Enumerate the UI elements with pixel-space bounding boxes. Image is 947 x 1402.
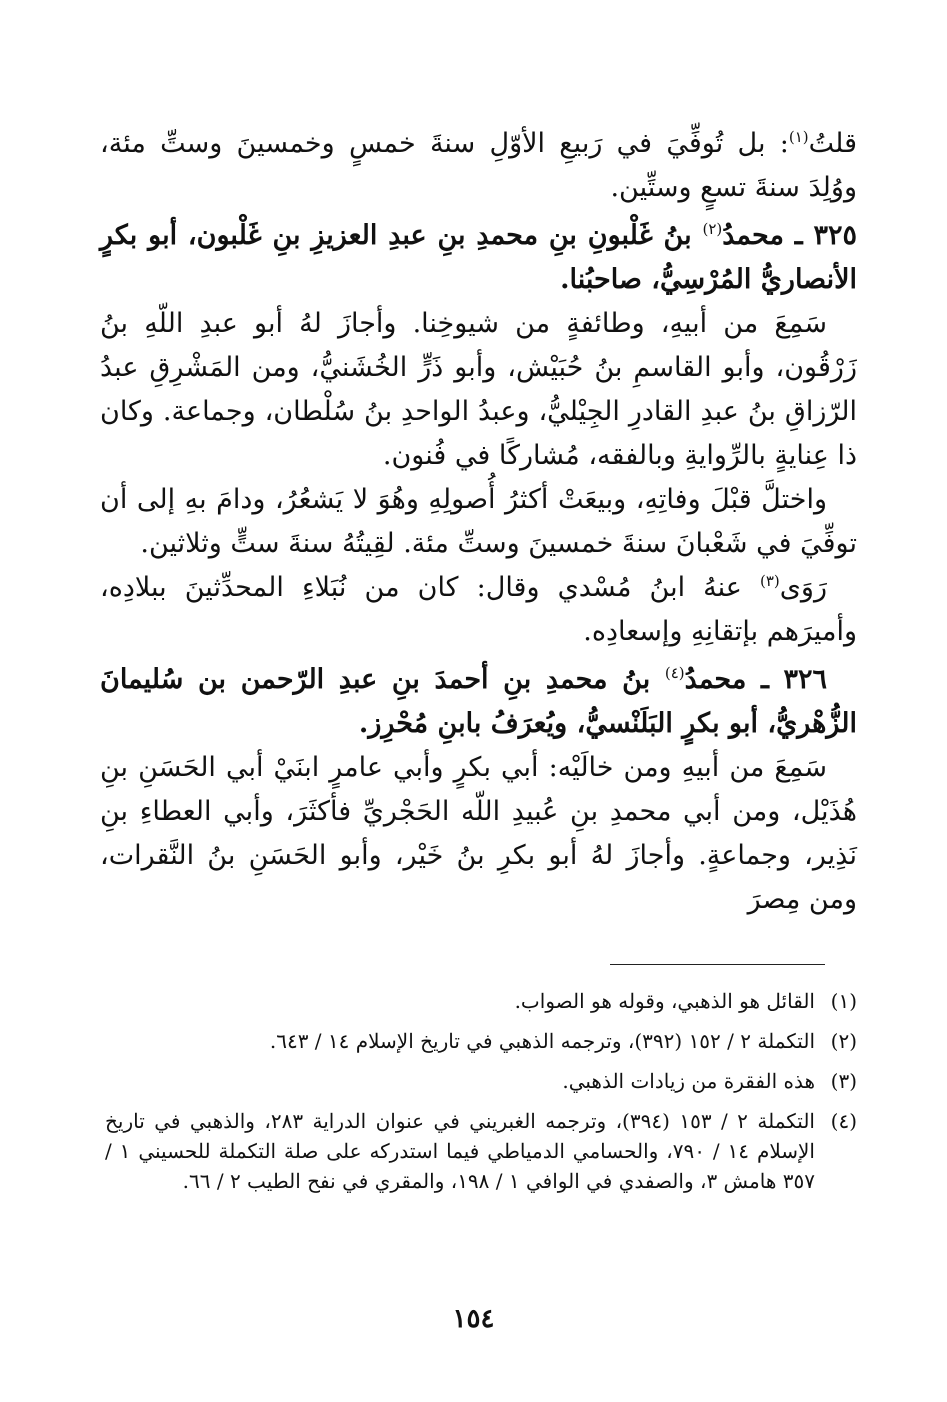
footnote-ref-3[interactable]: (٣) [760,572,780,590]
paragraph-4-lead: رَوَى [779,572,827,603]
footnote-1-text: القائل هو الذهبي، وقوله هو الصواب. [514,989,815,1013]
entry-326-name: محمدُ [684,664,747,695]
paragraph-1-lead: قلتُ [808,128,857,159]
footnote-4-text: التكملة ٢ / ١٥٣ (٣٩٤)، وترجمه الغبريني في عنوان الدراية ٢٨٣، والذهبي في تاريخ الإسلام ١٤ / ٧٩٠، والحسامي الدمياطي فيما استدركه على صلة التكملة للحسيني ١ / ٣٥٧ هامش ٣، والصفدي في الوافي ١ / ١٩٨، والمقري في نفح الطيب ٢ / ٦٦. [105,1109,815,1193]
footnote-ref-4[interactable]: (٤) [664,664,685,682]
footnote-2-text: التكملة ٢ / ١٥٢ (٣٩٢)، وترجمه الذهبي في تاريخ الإسلام ١٤ / ٦٤٣. [269,1029,815,1053]
footnote-3-text: هذه الفقرة من زيادات الذهبي. [562,1069,815,1093]
paragraph-1-text: : بل تُوفِّيَ في رَبيعِ الأوّلِ سنةَ خمسٍ وخمسينَ وستِّ مئة، ووُلِدَ سنةَ تسعٍ وستِّين. [100,128,857,203]
footnote-4 [105,1106,857,1196]
footnotes [105,986,857,1206]
footnote-ref-2[interactable]: (٢) [702,220,723,238]
footnote-4-number: (٤) [830,1109,857,1133]
paragraph-5: سَمِعَ من أبيهِ ومن خالَيْه: أبي بكرٍ وأبي عامرٍ ابنَيْ أبي الحَسَنِ بنِ هُذَيْل، ومن أبي محمدِ بنِ عُبيدِ اللّه الحَجْريِّ فأكثَرَ، وأبي العطاءِ بنِ نَذِير، وجماعةٍ. وأجازَ لهُ أبو بكرِ بنُ خَيْر، وأبو الحَسَنِ بنُ النَّقرات، ومن مِصرَ [100,752,857,915]
footnote-1 [105,986,857,1016]
paragraph-1 [100,122,857,210]
paragraph-2: سَمِعَ من أبيهِ، وطائفةٍ من شيوخِنا. وأجازَ لهُ أبو عبدِ اللّهِ بنُ زَرْقُون، وأبو القاسمِ بنُ حُبَيْش، وأبو ذَرٍّ الخُشَنيُّ، ومن المَشْرِقِ عبدُ الرّزاقِ بنُ عبدِ القادرِ الجِيْليُّ، وعبدُ الواحدِ بنُ سُلْطان، وجماعة. وكان ذا عِنايةٍ بالرِّوايةِ وبالفقه، مُشاركًا في فُنون. [100,308,857,471]
footnote-1-number: (١) [830,989,857,1013]
entry-326-number: ٣٢٦ ـ [760,664,828,695]
entry-325-lineage: بنُ غَلْبونِ بنِ محمدِ بنِ عبدِ العزيزِ بنِ غَلْبون، أبو بكرٍ الأنصاريُّ المُرْسِيُّ، صاحبُنا. [100,220,857,295]
paragraph-4-text: عنهُ ابنُ مُسْدي وقال: كان من نُبَلاءِ المحدِّثينَ ببلادِه، وأميرَهم بإتقانِهِ وإسعادِه. [100,572,857,647]
footnote-ref-1[interactable]: (١) [788,128,809,146]
footnote-3 [105,1066,857,1096]
footnote-2-number: (٢) [830,1029,857,1053]
entry-326-lineage: بنُ محمدِ بنِ أحمدَ بنِ عبدِ الرّحمن بن سُليمانَ الزُّهْريُّ، أبو بكرٍ البَلَنْسيُّ، ويُعرَفُ بابنِ مُحْرِز. [100,664,857,739]
footnote-divider [610,964,825,965]
entry-326-heading [100,658,857,746]
paragraph-3: واختلَّ قبْلَ وفاتِهِ، وبيعَتْ أكثرُ أُصولِهِ وهُوَ لا يَشعُرُ، ودامَ بهِ إلى أن توفِّيَ في شَعْبانَ سنةَ خمسينَ وستِّ مئة. لقِيتُهُ سنةَ ستٍّ وثلاثين. [100,484,857,559]
footnote-2 [105,1026,857,1056]
entry-325-number: ٣٢٥ ـ [794,220,857,251]
page-number: ١٥٤ [452,1304,495,1334]
paragraph-4 [100,566,857,654]
entry-325-name: محمدُ [722,220,784,251]
footnote-3-number: (٣) [830,1069,857,1093]
entry-325-heading [100,214,857,302]
main-text [100,122,857,922]
